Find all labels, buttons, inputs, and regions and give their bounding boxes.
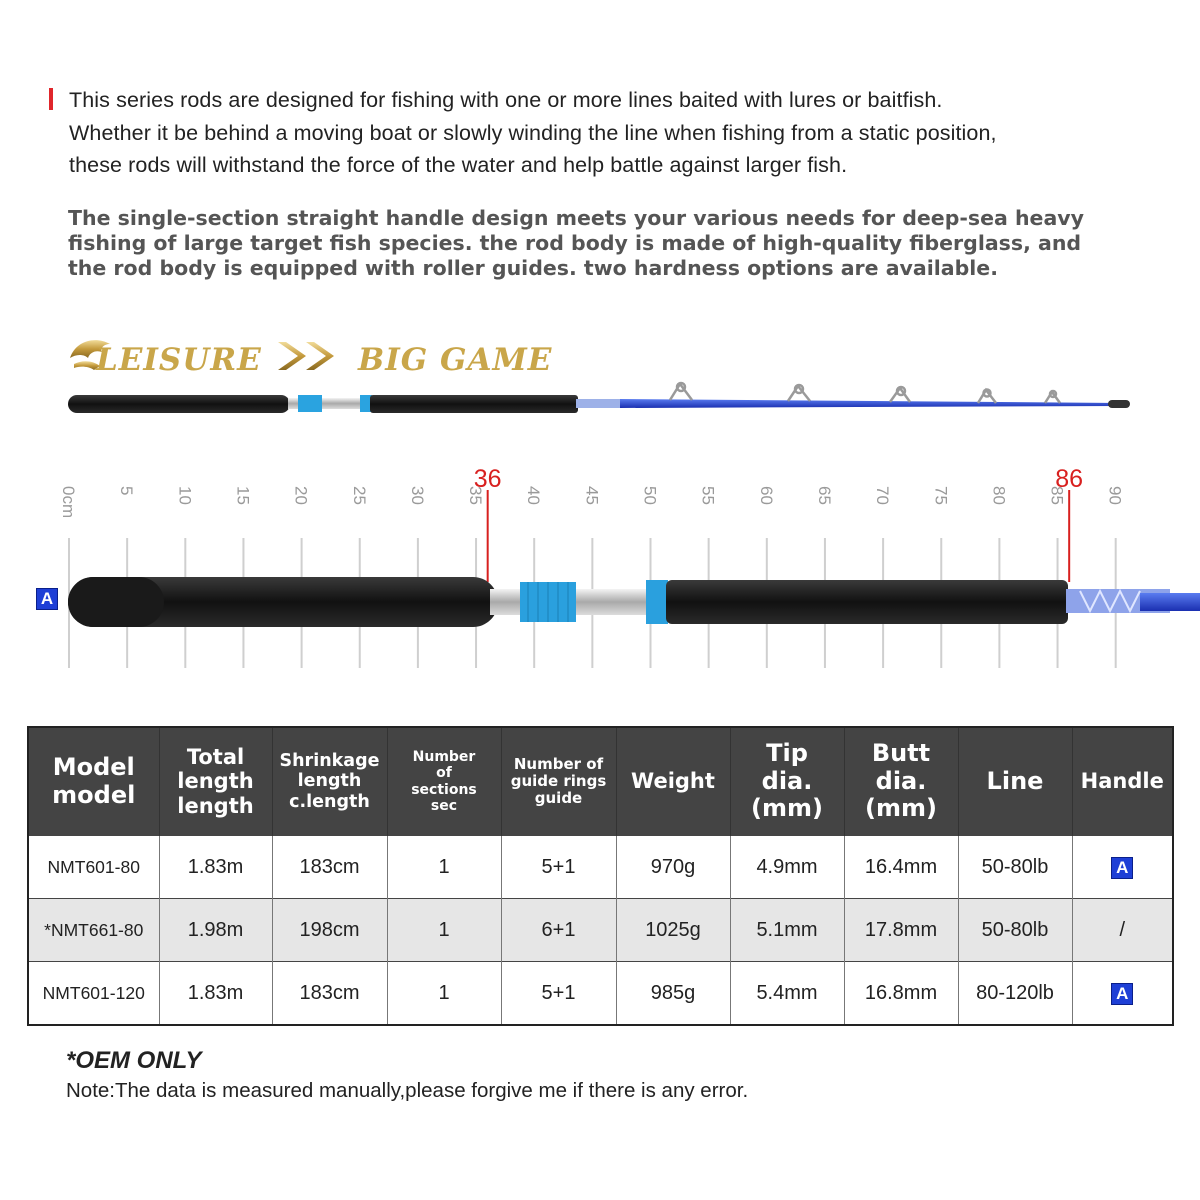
cell-guides: 5+1 <box>501 836 616 899</box>
cell-handle <box>1072 836 1173 899</box>
full-rod-image <box>60 378 1140 428</box>
col-header-guides: Number of guide rings guide <box>501 727 616 836</box>
col-header-model: Model model <box>28 727 159 836</box>
cell-weight: 1025g <box>616 899 730 962</box>
cell-model: NMT601-120 <box>28 962 159 1026</box>
feature-line: The single-section straight handle design meets your various needs for deep-sea heavy <box>68 206 1085 230</box>
cell-line: 50-80lb <box>958 836 1072 899</box>
handle-type-badge: A <box>1111 857 1133 879</box>
intro-line: these rods will withstand the force of the water and help battle against larger fish. <box>69 153 848 177</box>
table-row <box>28 962 1173 1026</box>
col-header-line: Line <box>958 727 1072 836</box>
brand-word-big-game: BIG GAME <box>358 342 553 378</box>
ruler-tick-label: 10 <box>175 486 195 505</box>
col-header-total-length: Total length length <box>159 727 272 836</box>
ruler-tick-label: 50 <box>640 486 660 505</box>
cell-sections: 1 <box>387 836 501 899</box>
feature-line: the rod body is equipped with roller guides. two hardness options are available. <box>68 256 998 280</box>
feature-line: fishing of large target fish species. the rod body is made of high-quality fiberglass, and <box>68 231 1082 255</box>
double-chevron-right-icon <box>278 342 334 370</box>
handle-closeup-image <box>68 577 1200 627</box>
table-header-row <box>28 727 1173 836</box>
ruler-markers <box>474 465 1083 582</box>
ruler-tick-label: 5 <box>117 486 137 496</box>
cell-tip-dia: 5.1mm <box>730 899 844 962</box>
ruler-tick-label: 15 <box>233 486 253 505</box>
measurement-disclaimer: Note:The data is measured manually,please forgive me if there is any error. <box>66 1079 749 1102</box>
feature-paragraph <box>68 206 1178 281</box>
cell-total-length: 1.98m <box>159 899 272 962</box>
cell-tip-dia: 4.9mm <box>730 836 844 899</box>
cell-guides: 6+1 <box>501 899 616 962</box>
ruler-tick-label: 25 <box>349 486 369 505</box>
col-header-butt-dia: Butt dia. (mm) <box>844 727 958 836</box>
col-header-weight: Weight <box>616 727 730 836</box>
ruler-tick-label: 55 <box>698 486 718 505</box>
ruler-tick-label: 60 <box>756 486 776 505</box>
cell-total-length: 1.83m <box>159 962 272 1026</box>
ruler-tick-label: 90 <box>1105 486 1125 505</box>
brand-word-leisure: LEISURE <box>96 342 262 378</box>
intro-red-marker <box>49 88 53 110</box>
cell-shrinkage: 183cm <box>272 836 387 899</box>
handle-type-badge: A <box>1111 983 1133 1005</box>
handle-type-badge: A <box>36 588 58 610</box>
cell-model: NMT601-80 <box>28 836 159 899</box>
ruler-tick-label: 70 <box>873 486 893 505</box>
ruler-tick-label: 0cm <box>59 486 78 519</box>
cell-tip-dia: 5.4mm <box>730 962 844 1026</box>
intro-line: This series rods are designed for fishing with one or more lines baited with lures or baitfish. <box>69 88 943 112</box>
cell-butt-dia: 16.4mm <box>844 836 958 899</box>
brand-logo <box>66 330 626 382</box>
cell-butt-dia: 16.8mm <box>844 962 958 1026</box>
spec-table <box>27 726 1174 1026</box>
measurement-ruler <box>0 460 1200 675</box>
oem-only-note: *OEM ONLY <box>66 1047 202 1074</box>
ruler-tick-label: 80 <box>989 486 1009 505</box>
ruler-tick-label: 65 <box>814 486 834 505</box>
col-header-shrinkage: Shrinkage length c.length <box>272 727 387 836</box>
cell-line: 80-120lb <box>958 962 1072 1026</box>
ruler-marker-label: 86 <box>1055 465 1084 493</box>
ruler-tick-label: 75 <box>931 486 951 505</box>
table-row <box>28 899 1173 962</box>
ruler-tick-label: 40 <box>524 486 544 505</box>
cell-shrinkage: 183cm <box>272 962 387 1026</box>
ruler-marker-label: 36 <box>473 465 502 493</box>
ruler-tick-label: 20 <box>291 486 311 505</box>
ruler-tick-label: 30 <box>407 486 427 505</box>
cell-weight: 985g <box>616 962 730 1026</box>
col-header-handle: Handle <box>1072 727 1173 836</box>
cell-shrinkage: 198cm <box>272 899 387 962</box>
cell-model: *NMT661-80 <box>28 899 159 962</box>
cell-handle: / <box>1072 899 1173 962</box>
cell-sections: 1 <box>387 899 501 962</box>
cell-total-length: 1.83m <box>159 836 272 899</box>
cell-butt-dia: 17.8mm <box>844 899 958 962</box>
cell-guides: 5+1 <box>501 962 616 1026</box>
intro-paragraph <box>69 84 1179 182</box>
ruler-tick-label: 35 <box>466 486 486 505</box>
ruler-tick-label: 85 <box>1047 486 1067 505</box>
cell-sections: 1 <box>387 962 501 1026</box>
intro-line: Whether it be behind a moving boat or slowly winding the line when fishing from a static position, <box>69 120 997 145</box>
cell-weight: 970g <box>616 836 730 899</box>
cell-line: 50-80lb <box>958 899 1072 962</box>
ruler-tick-label: 45 <box>582 486 602 505</box>
col-header-sections: Number of sections sec <box>387 727 501 836</box>
cell-handle <box>1072 962 1173 1026</box>
col-header-tip-dia: Tip dia. (mm) <box>730 727 844 836</box>
table-row <box>28 836 1173 899</box>
